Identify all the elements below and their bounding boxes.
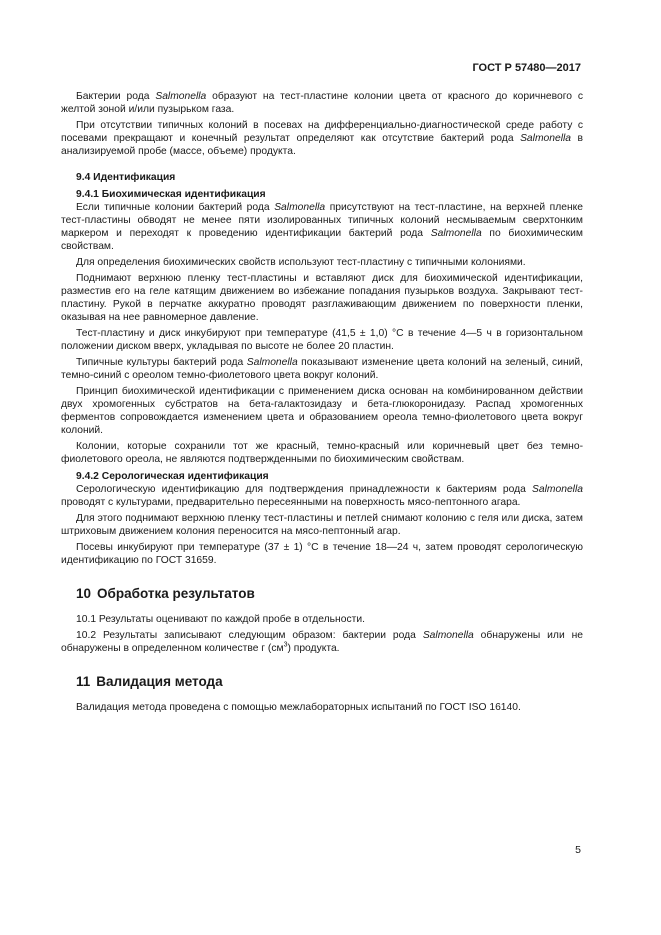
intro-paragraph-1: Бактерии рода Salmonella образуют на тест-пластине колонии цвета от красного до коричневого с желтой зоной и/или пузырьком газа. [61,91,583,115]
paragraph-10-1: 10.1 Результаты оценивают по каждой пробе в отдельности. [76,614,365,625]
paragraph-9-4-1-a: Если типичные колонии бактерий рода Salmonella присутствуют на тест-пластине, на верхней пленке тест-пластины обводят не менее пяти изолированных типичных колоний несмываемым сверхтонким маркером и переходят к проведению идентификации бактерий рода Salmonella по биохимическим свойствам. [61,202,583,252]
paragraph-9-4-2-c: Посевы инкубируют при температуре (37 ± 1) °С в течение 18—24 ч, затем проводят серологическую идентификацию по ГОСТ 31659. [61,542,583,566]
document-body [61,90,583,717]
section-9-4-heading: 9.4 Идентификация [76,172,176,183]
section-10-heading: 10 Обработка результатов [76,586,255,601]
page-number: 5 [575,844,581,856]
paragraph-9-4-1-b: Для определения биохимических свойств используют тест-пластину с типичными колониями. [76,257,526,268]
intro-paragraph-2: При отсутствии типичных колоний в посевах на дифференциально-диагностической среде работу с посевами прекращают и конечный результат определяют как отсутствие бактерий рода Salmonella в анализируемой пробе (массе, объеме) продукта. [61,120,583,157]
paragraph-9-4-2-a: Серологическую идентификацию для подтверждения принадлежности к бактериям рода Salmonella проводят с культурами, предварительно пересеянными на поверхность мясо-пептонного агара. [61,484,583,508]
paragraph-9-4-1-f: Принцип биохимической идентификации с применением диска основан на комбинированном действии двух хромогенных субстратов на бета-галактозидазу и бета-глюкоронидазу. Распад хромогенных ферментов сопровождается изменением цвета и образованием ореола темно-фиолетового цвета вокруг колоний. [61,386,583,436]
paragraph-9-4-1-g: Колонии, которые сохранили тот же красный, темно-красный или коричневый цвет без темно-фиолетового ореола, не являются подтвержденными по биохимическим свойствам. [61,441,583,465]
paragraph-9-4-2-b: Для этого поднимают верхнюю пленку тест-пластины и петлей снимают колонию с геля или диска, затем штриховым движением колония переносится на мясо-пептонный агар. [61,513,583,537]
paragraph-9-4-1-e: Типичные культуры бактерий рода Salmonella показывают изменение цвета колоний на зеленый, синий, темно-синий с ореолом темно-фиолетового цвета вокруг колоний. [61,357,584,381]
paragraph-10-2: 10.2 Результаты записывают следующим образом: бактерии рода Salmonella обнаружены или не обнаружены в определенном количестве г $(см^3)$ продукта. [61,630,584,654]
section-9-4-2-heading: 9.4.2 Серологическая идентификация [76,471,269,482]
standard-header: ГОСТ Р 57480—2017 [472,62,581,74]
paragraph-9-4-1-c: Поднимают верхнюю пленку тест-пластины и вставляют диск для биохимической идентификации, разместив его на геле катящим движением во избежание попадания пузырьков воздуха. Закрывают тест-пластину. Рукой в перчатке аккуратно проводят разглаживающим движением по поверхности пленки, оказывая на нее равномерное давление. [61,273,583,323]
section-9-4-1-heading: 9.4.1 Биохимическая идентификация [76,189,266,200]
section-11-heading: 11 Валидация метода [76,674,223,689]
paragraph-11: Валидация метода проведена с помощью межлабораторных испытаний по ГОСТ ISO 16140. [76,702,521,713]
paragraph-9-4-1-d: Тест-пластину и диск инкубируют при температуре (41,5 ± 1,0) °С в течение 4—5 ч в горизонтальном положении диском вверх, укладывая по высоте не более 20 пластин. [61,328,583,352]
